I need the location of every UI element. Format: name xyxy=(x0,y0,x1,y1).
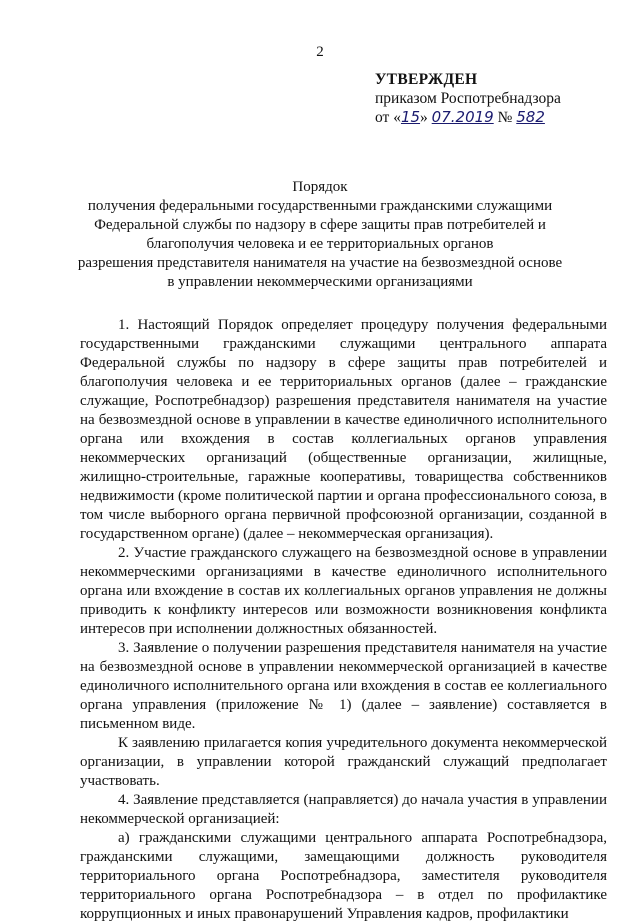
date-mid: » xyxy=(420,109,432,126)
paragraph-3: 3. Заявление о получении разрешения представителя нанимателя на участие на безвозмездной основе в управлении некоммерческой организацией в качестве единоличного исполнительного органа или вхождения в состав ее коллегиального органа управления (приложение № 1) (далее – заявление) составляется в письменном виде. xyxy=(80,640,607,732)
title-line: в управлении некоммерческими организациями xyxy=(167,274,473,290)
handwritten-month-year: 07.2019 xyxy=(431,108,494,126)
paragraph-1: 1. Настоящий Порядок определяет процедуру получения федеральными государственными гражданскими служащими центрального аппарата Федеральной службы по надзору в сфере защиты прав потребителей и благополучия человека и ее территориальных органов (далее – гражданские служащие, Роспотребнадзор) разрешения представителя нанимателя на участие на безвозмездной основе в управлении в качестве единоличного исполнительного органа или вхождения в состав коллегиальных органов управления некоммерческих организаций (общественные организации, жилищные, жилищно-строительные, гаражные кооперативы, товарищества собственников недвижимости (кроме политической партии и органа профессионального союза, в том числе выборного органа первичной профсоюзной организации, созданной в государственном органе) (далее – некоммерческая организация). xyxy=(80,317,607,542)
title-line: благополучия человека и ее территориальных органов xyxy=(146,236,494,252)
handwritten-order-number: 582 xyxy=(516,108,545,126)
approval-title: УТВЕРЖДЕН xyxy=(375,71,478,88)
page-number: 2 xyxy=(316,44,324,60)
date-prefix: от « xyxy=(375,109,401,126)
paragraph-4a: а) гражданскими служащими центрального аппарата Роспотребнадзора, гражданскими служащими, замещающими должность руководителя территориального органа Роспотребнадзора, заместителя руководителя территориального органа Роспотребнадзора – в отдел по профилактике коррупционных и иных правонарушений Управления кадров, профилактики xyxy=(80,830,607,922)
approval-order-line: приказом Роспотребнадзора xyxy=(375,90,561,107)
paragraph-2: 2. Участие гражданского служащего на безвозмездной основе в управлении некоммерческими организациями в качестве единоличного исполнительного органа или вхождение в состав их коллегиальных органов управления не должны приводить к конфликту интересов или возможности возникновения конфликта интересов при исполнении должностных обязанностей. xyxy=(80,545,607,637)
approval-date-line xyxy=(375,108,625,127)
paragraph-4: 4. Заявление представляется (направляется) до начала участия в управлении некоммерческой организацией: xyxy=(80,792,607,827)
title-line: разрешения представителя нанимателя на участие на безвозмездной основе xyxy=(77,255,563,271)
document-body xyxy=(80,316,607,924)
title-line: Федеральной службы по надзору в сфере защиты прав потребителей и xyxy=(94,217,546,233)
handwritten-day: 15 xyxy=(400,108,421,126)
paragraph-3-attachment: К заявлению прилагается копия учредительного документа некоммерческой организации, в управлении которой гражданский служащий предполагает участвовать. xyxy=(80,735,607,789)
number-prefix: № xyxy=(493,109,517,126)
document-title xyxy=(40,178,600,292)
approval-stamp xyxy=(375,70,625,127)
title-line: получения федеральными государственными гражданскими служащими xyxy=(87,198,553,214)
title-line: Порядок xyxy=(292,179,348,195)
